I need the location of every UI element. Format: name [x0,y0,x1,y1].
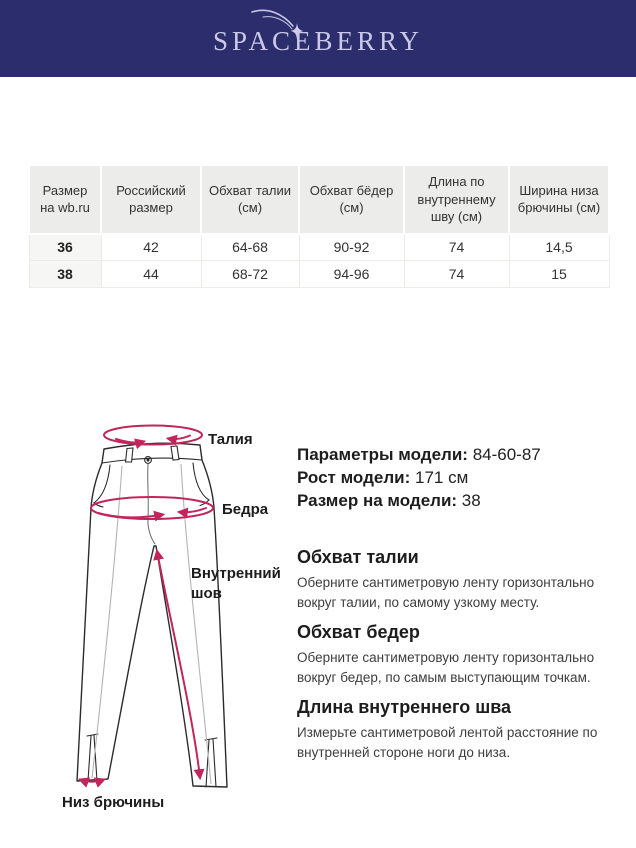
model-size-label: Размер на модели: [297,491,458,510]
table-cell: 42 [101,234,201,261]
model-height-value: 171 см [414,468,469,487]
table-cell: 64-68 [201,234,299,261]
guide-section-inseam [297,695,609,762]
label-inseam-line1: Внутренний [191,565,281,582]
table-cell: 74 [404,261,509,288]
table-cell: 15 [509,261,609,288]
waist-measure-ellipse [104,426,202,445]
label-hips: Бедра [222,501,269,518]
table-cell: 44 [101,261,201,288]
guide-title: Обхват талии [297,547,419,567]
model-params-label: Параметры модели: [297,445,468,464]
brand-logo [0,0,636,77]
model-height-label: Рост модели: [297,468,411,487]
table-row [29,261,609,288]
table-header-cell: Длина по внутреннему шву (см) [404,165,509,234]
guide-section-waist [297,545,609,612]
table-cell-size: 36 [29,234,101,261]
model-size [297,489,609,512]
table-header-cell: Ширина низа брючины (см) [509,165,609,234]
pants-outline [77,443,227,787]
size-table [28,164,610,288]
table-cell: 14,5 [509,234,609,261]
model-params [297,443,609,466]
pants-diagram [30,410,290,820]
model-params-value: 84-60-87 [472,445,541,464]
guide-text: Оберните сантиметровую ленту горизонтально вокруг бедер, по самым выступающим точкам. [297,650,595,685]
table-header-cell: Российский размер [101,165,201,234]
table-cell: 90-92 [299,234,404,261]
table-cell: 74 [404,234,509,261]
table-cell: 94-96 [299,261,404,288]
guide-title: Длина внутреннего шва [297,697,512,718]
model-size-value: 38 [461,491,481,510]
table-row [29,234,609,261]
label-waist: Талия [208,431,253,448]
measurement-info [297,443,609,762]
guide-title: Обхват бедер [297,622,420,643]
guide-text: Оберните сантиметровую ленту горизонтально вокруг талии, по самому узкому месту. [297,575,595,610]
label-hem: Низ брючины [62,794,165,811]
table-header-row [29,165,609,234]
guide-text: Измерьте сантиметровой лентой расстояние по внутренней стороне ноги до низа. [297,725,598,760]
model-height [297,466,609,489]
table-cell: 68-72 [201,261,299,288]
table-header-cell: Обхват бёдер (см) [299,165,404,234]
brand-logo-text: SPACEBERRY [212,26,424,56]
size-table-section [28,164,608,288]
table-header-cell: Обхват талии (см) [201,165,299,234]
guide-section-hips [297,620,609,687]
pants-drawing [30,410,290,820]
label-inseam-line2: шов [191,585,222,602]
table-cell-size: 38 [29,261,101,288]
table-header-cell: Размер на wb.ru [29,165,101,234]
brand-header [0,0,636,77]
